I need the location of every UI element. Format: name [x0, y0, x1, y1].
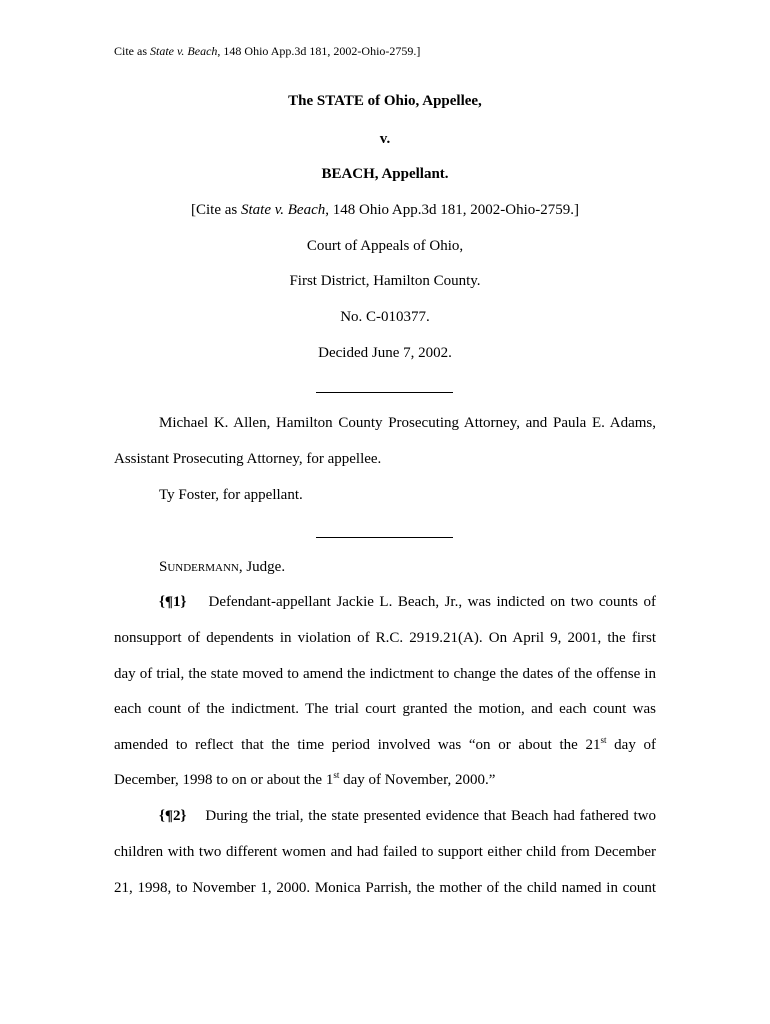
- counsel-line: Assistant Prosecuting Attorney, for appellee.: [114, 451, 382, 467]
- caption-citation: [Cite as State v. Beach, 148 Ohio App.3d 181, 2002-Ohio-2759.]: [190, 202, 579, 218]
- paragraph-line: 21, 1998, to November 1, 2000. Monica Parrish, the mother of the child named in count: [114, 880, 656, 896]
- counsel-line: Ty Foster, for appellant.: [159, 487, 303, 503]
- paragraph-line: day of trial, the state moved to amend the indictment to change the dates of the offense in: [114, 666, 656, 682]
- paragraph-line: children with two different women and had failed to support either child from December: [114, 844, 656, 860]
- caption-appellant: BEACH, Appellant.: [321, 166, 449, 182]
- section-divider: [316, 392, 453, 393]
- counsel-line: Michael K. Allen, Hamilton County Prosecuting Attorney, and Paula E. Adams,: [159, 415, 656, 431]
- judge-name: Sundermann: [159, 559, 239, 575]
- paragraph-line: nonsupport of dependents in violation of R.C. 2919.21(A). On April 9, 2001, the first: [114, 630, 656, 646]
- court-district: First District, Hamilton County.: [289, 273, 481, 289]
- decision-date: Decided June 7, 2002.: [318, 345, 452, 361]
- section-divider: [316, 537, 453, 538]
- citation-case-name: State v. Beach: [150, 44, 218, 58]
- citation-header: Cite as State v. Beach, 148 Ohio App.3d 181, 2002-Ohio-2759.]: [114, 44, 421, 58]
- docket-number: No. C-010377.: [340, 309, 430, 325]
- paragraph-line: each count of the indictment. The trial court granted the motion, and each count was: [114, 701, 656, 717]
- paragraph-line: December, 1998 to on or about the 1st day of November, 2000.”: [114, 770, 496, 788]
- judge-line: Sundermann, Judge.: [159, 559, 286, 575]
- court-name: Court of Appeals of Ohio,: [306, 238, 464, 254]
- paragraph-marker: {¶1}: [159, 594, 187, 610]
- paragraph-line: {¶1} Defendant-appellant Jackie L. Beach, Jr., was indicted on two counts of: [159, 594, 656, 610]
- paragraph-marker: {¶2}: [159, 808, 187, 824]
- paragraph-line: {¶2} During the trial, the state presented evidence that Beach had fathered two: [159, 808, 656, 824]
- paragraph-line: amended to reflect that the time period involved was “on or about the 21st day of: [114, 735, 656, 753]
- caption-appellee: The STATE of Ohio, Appellee,: [288, 93, 482, 109]
- caption-versus: v.: [379, 131, 391, 147]
